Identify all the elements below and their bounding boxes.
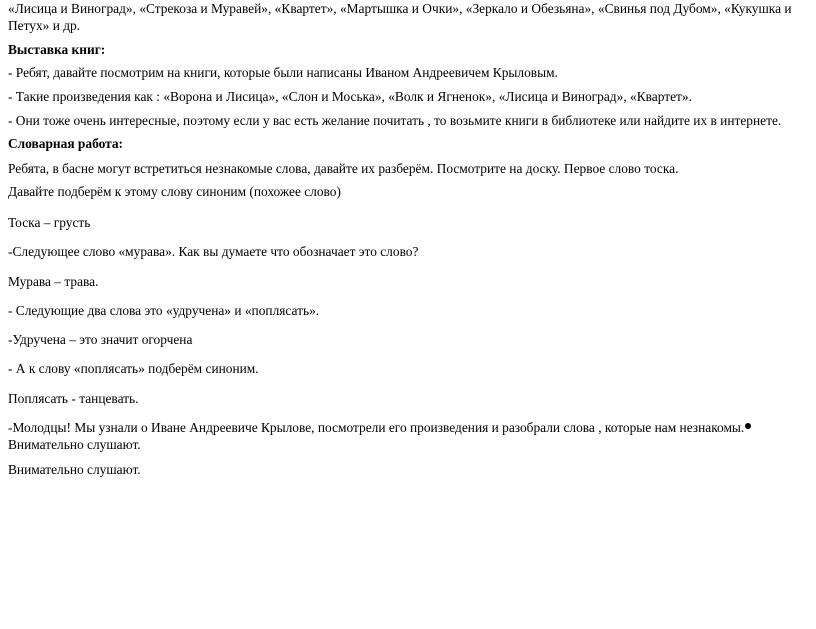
conclusion-tail: Внимательно слушают. (8, 437, 141, 452)
book-line-2: - Такие произведения как : «Ворона и Лисица», «Слон и Моська», «Волк и Ягненок», «Лисица и Виноград», «Квартет». (8, 89, 692, 104)
book-line-1: - Ребят, давайте посмотрим на книги, которые были написаны Иваном Андреевичем Крыловым. (8, 65, 558, 80)
vocab-line-4: -Следующее слово «мурава». Как вы думаете что обозначает это слово? (8, 244, 419, 259)
conclusion-paragraph (8, 419, 808, 453)
book-line-3: - Они тоже очень интересные, поэтому если у вас есть желание почитать , то возьмите книги в библиотеке или найдите их в интернете. (8, 113, 782, 128)
vocab-line-3: Тоска – грусть (8, 215, 91, 230)
vocab-line-5: Мурава – трава. (8, 274, 99, 289)
intro-list-text: «Лисица и Виноград», «Стрекоза и Муравей», «Квартет», «Мартышка и Очки», «Зеркало и Обезьяна», «Свинья под Дубом», «Кукушка и Петух» и др. (8, 1, 792, 33)
vocab-line-2: Давайте подберём к этому слову синоним (похожее слово) (8, 184, 341, 199)
book-exhibition-heading: Выставка книг: (8, 42, 106, 57)
vocab-line-7: -Удручена – это значит огорчена (8, 332, 193, 347)
vocab-line-8: - А к слову «поплясать» подберём синоним. (8, 361, 259, 376)
vocab-line-6: - Следующие два слова это «удручена» и «поплясать». (8, 303, 320, 318)
vocab-line-1: Ребята, в басне могут встретиться незнакомые слова, давайте их разберём. Посмотрите на доску. Первое слово тоска. (8, 161, 679, 176)
vocabulary-heading: Словарная работа: (8, 136, 123, 151)
vocab-line-9: Поплясать - танцевать. (8, 391, 139, 406)
conclusion-text: -Молодцы! Мы узнали о Иване Андреевиче Крылове, посмотрели его произведения и разобрали слова , которые нам незнакомы. (8, 420, 745, 435)
final-line: Внимательно слушают. (8, 462, 141, 477)
bullet-icon (745, 423, 751, 429)
